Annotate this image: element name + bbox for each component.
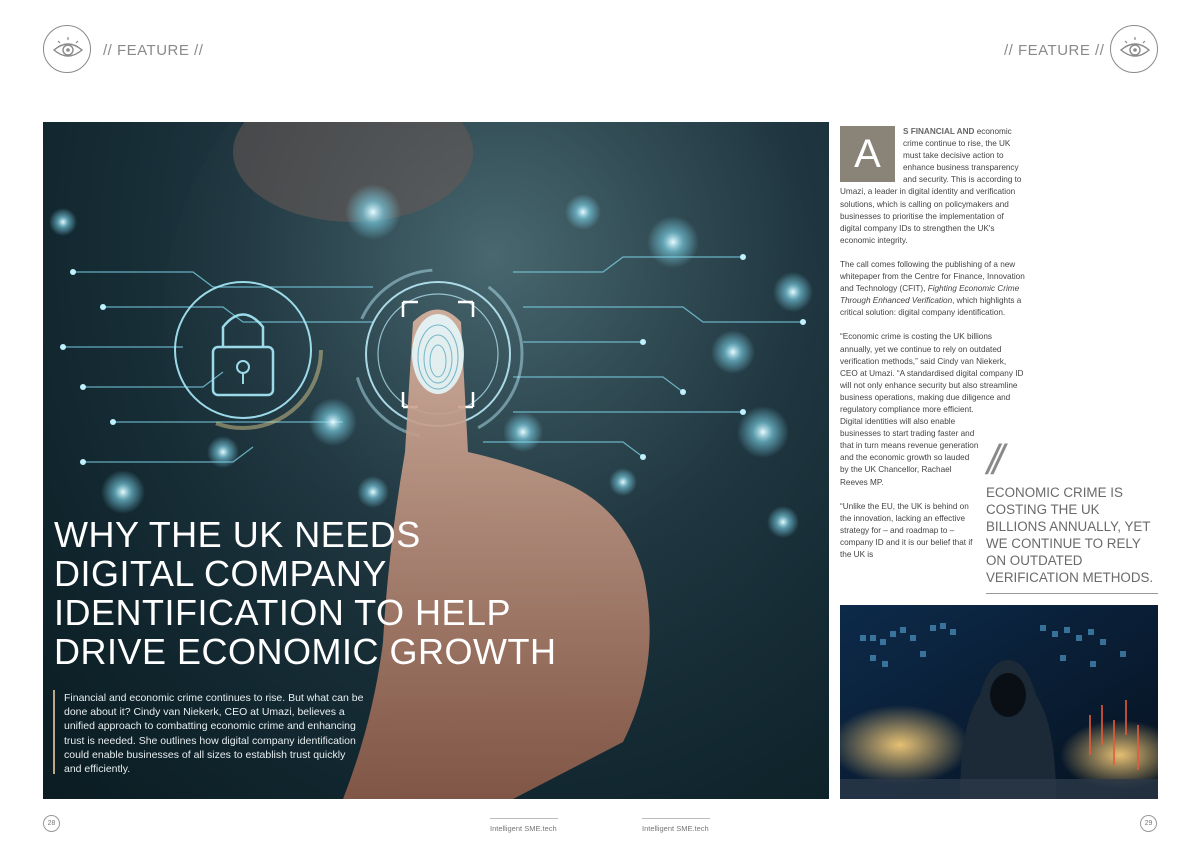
pull-quote-rule bbox=[986, 593, 1158, 594]
paragraph-2 bbox=[840, 259, 1026, 319]
page-number-left: 28 bbox=[43, 815, 60, 832]
article-standfirst: Financial and economic crime continues to rise. But what can be done about it? Cindy van Niekerk, CEO at Umazi, believes a unified approach to combatting economic crime and enhancing trust is needed. She outlines how digital company identification could enable businesses of all sizes to establish trust quickly and efficiently. bbox=[64, 692, 364, 776]
whitepaper-title: Fighting Economic Crime Through Enhanced Verification bbox=[840, 284, 1020, 306]
title-line: IDENTIFICATION TO HELP bbox=[54, 592, 512, 633]
pull-quote-mark: // bbox=[987, 436, 999, 483]
title-line: WHY THE UK NEEDS bbox=[54, 514, 421, 555]
fingerprint-icon bbox=[412, 314, 464, 394]
footer-site-right: Intelligent SME.tech bbox=[642, 824, 709, 833]
intro-accent-rule bbox=[53, 690, 55, 774]
footer-rule-left bbox=[490, 818, 558, 819]
paragraph-1 bbox=[840, 126, 1026, 247]
paragraph-2-text-a: The call comes following the publishing of a new whitepaper from the Centre for Finance, Innovation and Technology (CFIT), bbox=[840, 259, 1025, 294]
hero-image bbox=[43, 122, 829, 799]
footer-rule-right bbox=[642, 818, 710, 819]
paragraph-1-text: economic crime continue to rise, the UK must take decisive action to enhance business transparency and security. This is according to Umazi, a leader in digital identity and verification solutions, which is calling on policymakers and businesses to prioritise the implementation of digital company IDs to strengthen the UK's economic integrity. bbox=[840, 127, 1022, 245]
eye-logo-right bbox=[1110, 25, 1158, 73]
title-line: DIGITAL COMPANY bbox=[54, 553, 387, 594]
eye-icon bbox=[1111, 26, 1159, 74]
title-line: DRIVE ECONOMIC GROWTH bbox=[54, 631, 557, 672]
pull-quote: ECONOMIC CRIME IS COSTING THE UK BILLIONS ANNUALLY, YET WE CONTINUE TO RELY ON OUTDATED VERIFICATION METHODS. bbox=[986, 485, 1154, 585]
page-number-right: 29 bbox=[1140, 815, 1157, 832]
article-title bbox=[54, 515, 614, 671]
drop-cap: A bbox=[840, 126, 895, 182]
paragraph-3: “Economic crime is costing the UK billions annually, yet we continue to rely on outdated verification methods,” said Cindy van Niekerk, CEO at Umazi. “A standardised digital company ID will not only enhance security but also streamline business operations, making due diligence and regulatory compliance more efficient. bbox=[840, 332, 1024, 414]
paragraph-5: “Unlike the EU, the UK is behind on the innovation, lacking an effective strategy for – and roadmap to – company ID and it is our belief that if the UK is bbox=[840, 501, 973, 559]
footer-site-left: Intelligent SME.tech bbox=[490, 824, 557, 833]
hacker-photo bbox=[840, 605, 1158, 799]
eye-icon bbox=[44, 26, 92, 74]
section-label-right: // FEATURE // bbox=[1004, 42, 1105, 59]
eye-logo-left bbox=[43, 25, 91, 73]
paragraph-2-text-b: , which highlights a critical solution: digital company identification. bbox=[840, 296, 1022, 318]
lead-caps: S FINANCIAL AND bbox=[903, 127, 975, 136]
paragraph-4: Digital identities will also enable businesses to start trading faster and that in turn means revenue generation and the economic growth so lauded by the UK Chancellor, Rachael Reeves MP. bbox=[840, 417, 979, 487]
hacker-illustration bbox=[840, 605, 1158, 799]
section-label-left: // FEATURE // bbox=[103, 42, 204, 59]
